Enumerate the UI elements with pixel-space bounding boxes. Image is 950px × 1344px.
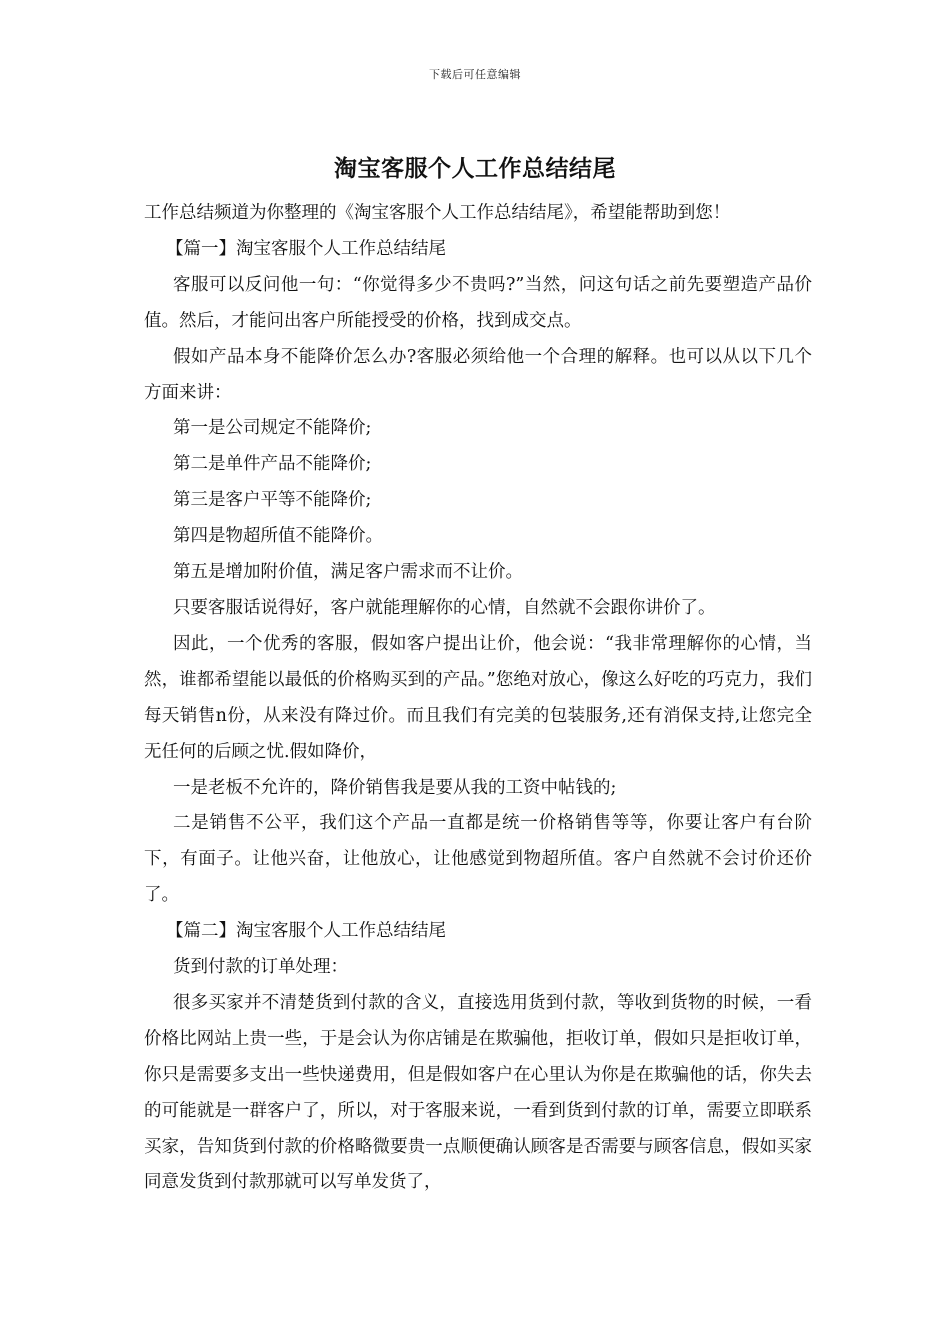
body-paragraph: 一是老板不允许的，降价销售我是要从我的工资中帖钱的; (173, 777, 617, 798)
section-heading-1: 【篇一】淘宝客服个人工作总结结尾 (166, 238, 446, 259)
list-item: 第一是公司规定不能降价; (173, 418, 372, 439)
section-heading-2: 【篇二】淘宝客服个人工作总结结尾 (166, 921, 446, 942)
header-note: 下载后可任意编辑 (429, 68, 521, 81)
document-title: 淘宝客服个人工作总结结尾 (334, 156, 616, 182)
body-paragraph: 客服可以反问他一句：“你觉得多少不贵吗?”当然，问这句话之前先要塑造产品价值。然后，才能问出客户所能授受的价格，找到成交点。 (144, 274, 812, 331)
body-paragraph: 货到付款的订单处理： (173, 957, 348, 978)
list-item: 第五是增加附价值，满足客户需求而不让价。 (173, 562, 523, 583)
list-item: 第三是客户平等不能降价; (173, 490, 372, 511)
body-paragraph: 二是销售不公平，我们这个产品一直都是统一价格销售等等，你要让客户有台阶下，有面子。让他兴奋，让他放心，让他感觉到物超所值。客户自然就不会讨价还价了。 (144, 813, 812, 906)
intro-paragraph: 工作总结频道为你整理的《淘宝客服个人工作总结结尾》，希望能帮助到您！ (144, 203, 731, 223)
list-item: 第二是单件产品不能降价; (173, 454, 372, 475)
body-paragraph: 假如产品本身不能降价怎么办?客服必须给他一个合理的解释。也可以从以下几个方面来讲： (144, 346, 812, 403)
document-body (144, 196, 812, 1201)
list-item: 第四是物超所值不能降价。 (173, 526, 383, 547)
body-paragraph: 只要客服话说得好，客户就能理解你的心情，自然就不会跟你讲价了。 (173, 597, 716, 618)
body-paragraph: 因此，一个优秀的客服，假如客户提出让价，他会说：“我非常理解你的心情，当然，谁都希望能以最低的价格购买到的产品。”您绝对放心，像这么好吃的巧克力，我们每天销售n份，从来没有降过价。而且我们有完美的包装服务,还有消保支持,让您完全无任何的后顾之忧.假如降价， (144, 633, 812, 762)
body-paragraph: 很多买家并不清楚货到付款的含义，直接选用货到付款，等收到货物的时候，一看价格比网站上贵一些，于是会认为你店铺是在欺骗他，拒收订单，假如只是拒收订单，你只是需要多支出一些快递费用，但是假如客户在心里认为你是在欺骗他的话，你失去的可能就是一群客户了，所以，对于客服来说，一看到货到付款的订单，需要立即联系买家，告知货到付款的价格略微要贵一点顺便确认顾客是否需要与顾客信息，假如买家同意发货到付款那就可以写单发货了， (144, 992, 812, 1193)
